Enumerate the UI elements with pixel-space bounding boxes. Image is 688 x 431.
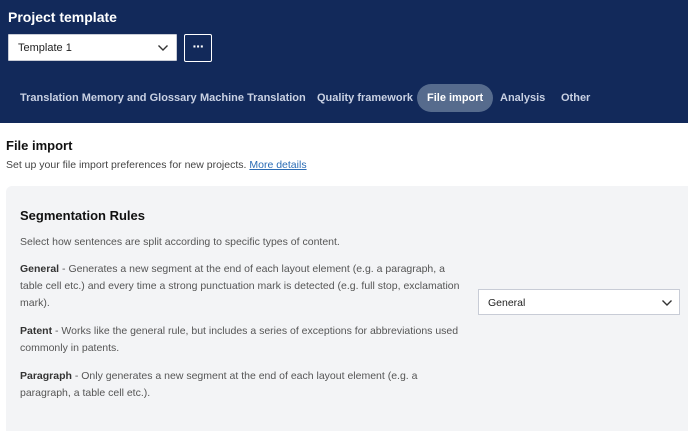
segmentation-rules-title: Segmentation Rules: [20, 208, 145, 223]
header: [0, 0, 688, 123]
more-options-button[interactable]: [184, 34, 212, 62]
rule-general-text: - Generates a new segment at the end of each layout element (e.g. a paragraph, a table cell etc.) and every time a strong punctuation mark is detected (e.g. full stop, exclamation mark).: [20, 263, 460, 309]
rule-patent-name: Patent: [20, 325, 53, 337]
rule-general: [20, 261, 460, 312]
section-description-text: Set up your file import preferences for new projects.: [6, 159, 247, 171]
tab-file-import[interactable]: File import: [417, 84, 493, 112]
rule-paragraph-text: - Only generates a new segment at the end of each layout element (e.g. a paragraph, a table cell etc.).: [20, 370, 418, 399]
tab-bar: [0, 84, 688, 112]
tab-other[interactable]: Other: [561, 92, 591, 104]
chevron-down-icon: [157, 42, 169, 54]
more-options-icon: ···: [192, 38, 204, 54]
tab-machine-translation[interactable]: Machine Translation: [200, 92, 306, 104]
tab-quality-framework[interactable]: Quality framework: [317, 92, 413, 104]
rule-paragraph: [20, 368, 460, 402]
section-description: [6, 159, 307, 171]
segmentation-rule-select[interactable]: [478, 289, 680, 315]
segmentation-rules-description: Select how sentences are split according to specific types of content.: [20, 236, 340, 248]
template-select-value: Template 1: [18, 42, 72, 54]
page-title: Project template: [8, 9, 117, 25]
rule-general-name: General: [20, 263, 60, 275]
tab-analysis[interactable]: Analysis: [500, 92, 546, 104]
rule-patent-text: - Works like the general rule, but includes a series of exceptions for abbreviations used commonly in patents.: [20, 325, 459, 354]
template-select[interactable]: [8, 34, 177, 61]
more-details-link[interactable]: More details: [249, 159, 307, 171]
section-title: File import: [6, 138, 73, 153]
chevron-down-icon: [661, 297, 673, 309]
tab-translation-memory-and-glossary[interactable]: Translation Memory and Glossary: [20, 92, 197, 104]
segmentation-rules-card: [6, 186, 688, 431]
rule-patent: [20, 323, 460, 357]
rule-paragraph-name: Paragraph: [20, 370, 72, 382]
segmentation-rule-select-value: General: [488, 297, 526, 309]
